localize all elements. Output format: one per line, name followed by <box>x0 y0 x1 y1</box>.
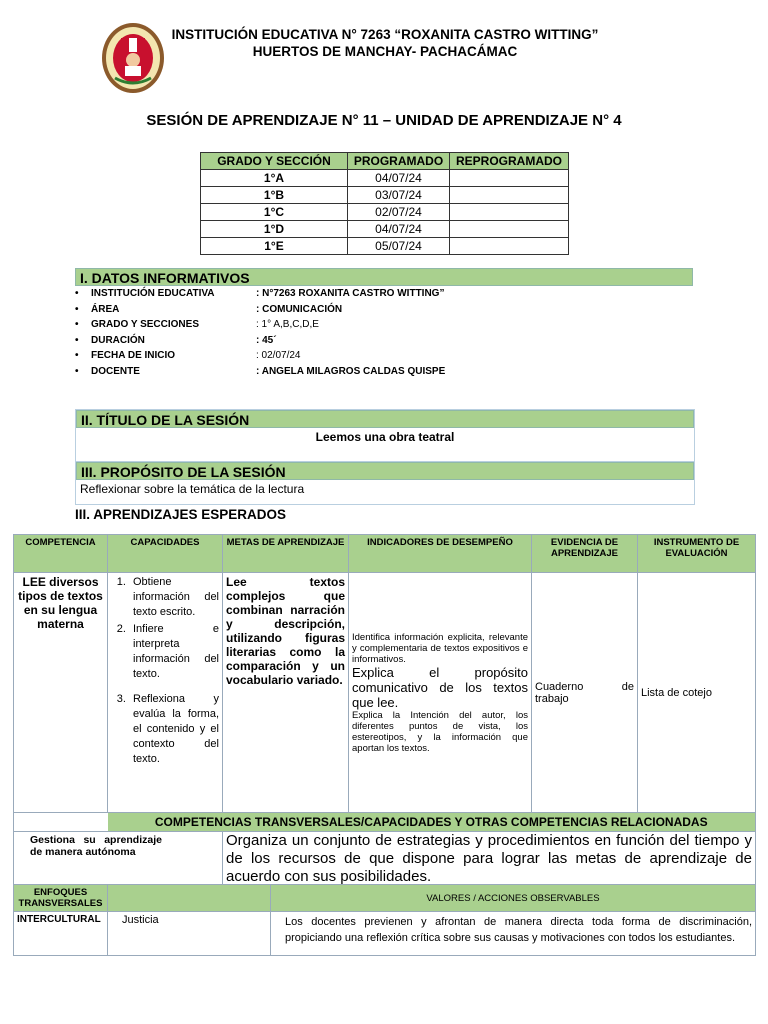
bullet-icon: • <box>75 366 79 377</box>
schedule-programmed: 02/07/24 <box>348 204 450 221</box>
table-row <box>201 204 569 221</box>
valor-cell: Justicia <box>108 912 271 956</box>
transversal-competencia <box>14 832 223 889</box>
list-item <box>75 288 675 302</box>
datos-heading: I. DATOS INFORMATIVOS <box>75 268 693 286</box>
capacidades-cell <box>108 573 223 813</box>
table-row <box>201 170 569 187</box>
bullet-icon: • <box>75 319 79 330</box>
indicador-2: Explica el propósito comunicativo de los textos que lee. <box>352 664 528 710</box>
table-row <box>14 912 756 956</box>
table-row <box>201 238 569 255</box>
metas-cell: Lee textos complejos que combinan narración y descripción, utilizando figuras literarias como la comparación y un vocabulario variado. <box>223 573 349 813</box>
schedule-table <box>200 152 569 255</box>
instrumento-cell: Lista de cotejo <box>638 573 756 813</box>
schedule-programmed: 04/07/24 <box>348 170 450 187</box>
valores-header: VALORES / ACCIONES OBSERVABLES <box>271 885 756 912</box>
institution-name: INSTITUCIÓN EDUCATIVA N° 7263 “ROXANITA CASTRO WITTING” <box>171 27 599 42</box>
session-title: SESIÓN DE APRENDIZAJE N° 11 – UNIDAD DE APRENDIZAJE N° 4 <box>146 112 622 129</box>
table-row <box>14 813 756 832</box>
evidencia-cell: Cuaderno de trabajo <box>532 573 638 813</box>
datos-value: : N°7263 ROXANITA CASTRO WITTING” <box>256 288 445 299</box>
datos-label: FECHA DE INICIO <box>91 350 176 361</box>
table-row <box>201 187 569 204</box>
transversales-heading: COMPETENCIAS TRANSVERSALES/CAPACIDADES Y OTRAS COMPETENCIAS RELACIONADAS <box>108 813 756 832</box>
schedule-grade: 1°E <box>201 238 348 255</box>
table-row <box>14 832 756 889</box>
schedule-programmed: 04/07/24 <box>348 221 450 238</box>
list-item <box>75 366 675 380</box>
aprendizajes-table <box>13 534 756 889</box>
schedule-header-reprogrammed: REPROGRAMADO <box>450 153 569 170</box>
bullet-icon: • <box>75 350 79 361</box>
aprendizajes-heading: III. APRENDIZAJES ESPERADOS <box>75 507 287 522</box>
bullet-icon: • <box>75 288 79 299</box>
institution-location: HUERTOS DE MANCHAY- PACHACÁMAC <box>252 44 518 59</box>
schedule-header-grade: GRADO Y SECCIÓN <box>201 153 348 170</box>
header-instrumento: INSTRUMENTO DE EVALUACIÓN <box>638 535 756 573</box>
schedule-grade: 1°D <box>201 221 348 238</box>
titulo-heading: II. TÍTULO DE LA SESIÓN <box>76 410 694 428</box>
indicador-3: Explica la Intención del autor, los diferentes puntos de vista, los estereotipos, y la información que aportan los textos. <box>352 709 528 754</box>
datos-value: : 1° A,B,C,D,E <box>256 319 319 330</box>
indicador-1: Identifica información explicita, relevante y complementaria de textos expositivos e informativos. <box>352 631 528 665</box>
header-capacidades: CAPACIDADES <box>108 535 223 573</box>
schedule-reprogrammed <box>450 238 569 255</box>
bullet-icon: • <box>75 335 79 346</box>
header-metas: METAS DE APRENDIZAJE <box>223 535 349 573</box>
table-row <box>201 221 569 238</box>
schedule-reprogrammed <box>450 187 569 204</box>
schedule-programmed: 03/07/24 <box>348 187 450 204</box>
transversal-descripcion: Organiza un conjunto de estrategias y procedimientos en función del tiempo y de los recursos de que dispone para lograr las metas de aprendizaje de acuerdo con sus posibilidades. <box>223 832 756 889</box>
capacidad-item: 2. Infiere e interpreta información del texto. <box>129 622 219 682</box>
datos-value: : 45´ <box>256 335 277 346</box>
competencia-cell: LEE diversos tipos de textos en su lengua materna <box>14 573 108 813</box>
datos-label: DURACIÓN <box>91 335 145 346</box>
capacidad-item: 1. Obtiene información del texto escrito. <box>129 575 219 620</box>
datos-value: : 02/07/24 <box>256 350 301 361</box>
header-evidencia: EVIDENCIA DE APRENDIZAJE <box>532 535 638 573</box>
header-indicadores: INDICADORES DE DESEMPEÑO <box>349 535 532 573</box>
header-competencia: COMPETENCIA <box>14 535 108 573</box>
datos-label: ÁREA <box>91 304 120 315</box>
enfoques-table <box>13 884 756 956</box>
datos-label: INSTITUCIÓN EDUCATIVA <box>91 288 215 299</box>
list-item <box>75 335 675 349</box>
transversal-competencia-text: Gestiona su aprendizaje de manera autónoma <box>30 834 162 858</box>
schedule-reprogrammed <box>450 170 569 187</box>
schedule-programmed: 05/07/24 <box>348 238 450 255</box>
list-item <box>75 319 675 333</box>
schedule-reprogrammed <box>450 204 569 221</box>
titulo-value: Leemos una obra teatral <box>315 430 455 444</box>
schedule-reprogrammed <box>450 221 569 238</box>
enfoques-header: ENFOQUES TRANSVERSALES <box>14 885 108 912</box>
list-item <box>75 350 675 364</box>
bullet-icon: • <box>75 304 79 315</box>
datos-label: DOCENTE <box>91 366 140 377</box>
table-row <box>14 573 756 813</box>
schedule-grade: 1°C <box>201 204 348 221</box>
enfoque-cell: INTERCULTURAL <box>14 912 108 956</box>
schedule-grade: 1°A <box>201 170 348 187</box>
schedule-header-programmed: PROGRAMADO <box>348 153 450 170</box>
datos-label: GRADO Y SECCIONES <box>91 319 199 330</box>
accion-cell: Los docentes previenen y afrontan de manera directa toda forma de discriminación, propiciando una reflexión crítica sobre sus causas y motivaciones con todos los estudiantes. <box>271 912 756 956</box>
indicadores-cell <box>349 573 532 813</box>
capacidad-item: 3. Reflexiona y evalúa la forma, el contenido y el contexto del texto. <box>129 692 219 767</box>
datos-value: : ANGELA MILAGROS CALDAS QUISPE <box>256 366 446 377</box>
list-item <box>75 304 675 318</box>
proposito-value: Reflexionar sobre la temática de la lectura <box>80 482 305 496</box>
datos-value: : COMUNICACIÓN <box>256 304 343 315</box>
proposito-heading: III. PROPÓSITO DE LA SESIÓN <box>76 462 694 480</box>
schedule-grade: 1°B <box>201 187 348 204</box>
